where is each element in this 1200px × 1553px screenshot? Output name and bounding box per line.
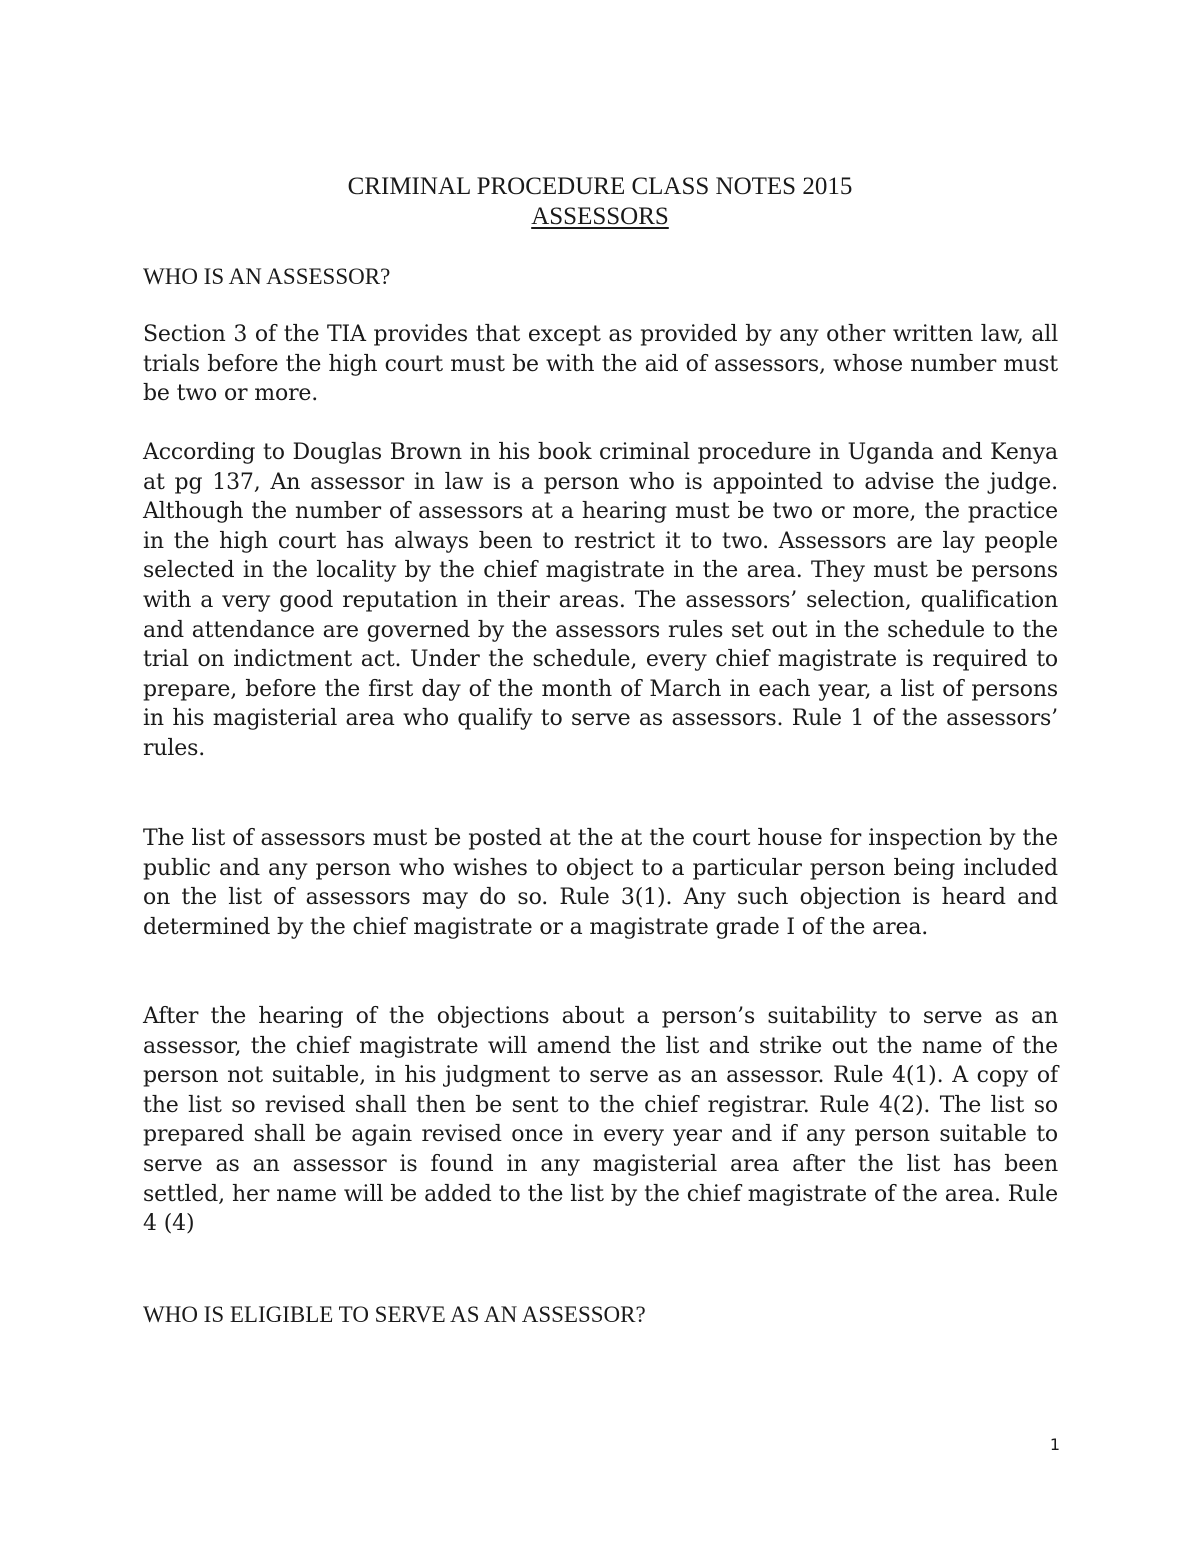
paragraph-objections: After the hearing of the objections about a person’s suitability to serve as an assessor, the chief magistrate will amend the list and strike out the name of the person not suitable, in his judgment to serve as an assessor. Rule 4(1). A copy of the list so revised shall then be sent to the chief registrar. Rule 4(2). The list so prepared shall be again revised once in every year and if any person suitable to serve as an assessor is found in any magisterial area after the list has been settled, her name will be added to the list by the chief magistrate of the area. Rule 4 (4) [143,1004,1058,1237]
section-heading-eligibility: WHO IS ELIGIBLE TO SERVE AS AN ASSESSOR? [143,1302,646,1327]
paragraph-douglas-brown: According to Douglas Brown in his book criminal procedure in Uganda and Kenya at pg 137, An assessor in law is a person who is appointed to advise the judge. Although the number of assessors at a hearing must be two or more, the practice in the high court has always been to restrict it to two. Assessors are lay people selected in the locality by the chief magistrate in the area. They must be persons with a very good reputation in their areas. The assessors’ selection, qualification and attendance are governed by the assessors rules set out in the schedule to the trial on indictment act. Under the schedule, every chief magistrate is required to prepare, before the first day of the month of March in each year, a list of persons in his magisterial area who qualify to serve as assessors. Rule 1 of the assessors’ rules. [143,440,1058,761]
paragraph-list-posting: The list of assessors must be posted at the at the court house for inspection by the public and any person who wishes to object to a particular person being included on the list of assessors may do so. Rule 3(1). Any such objection is heard and determined by the chief magistrate or a magistrate grade I of the area. [143,826,1058,940]
document-title: CRIMINAL PROCEDURE CLASS NOTES 2015 [347,173,853,200]
document-subtitle: ASSESSORS [531,203,669,230]
page-number: 1 [1049,1435,1060,1454]
paragraph-section-3: Section 3 of the TIA provides that except as provided by any other written law, all trials before the high court must be with the aid of assessors, whose number must be two or more. [143,322,1058,407]
section-heading-who-is-assessor: WHO IS AN ASSESSOR? [143,264,391,289]
